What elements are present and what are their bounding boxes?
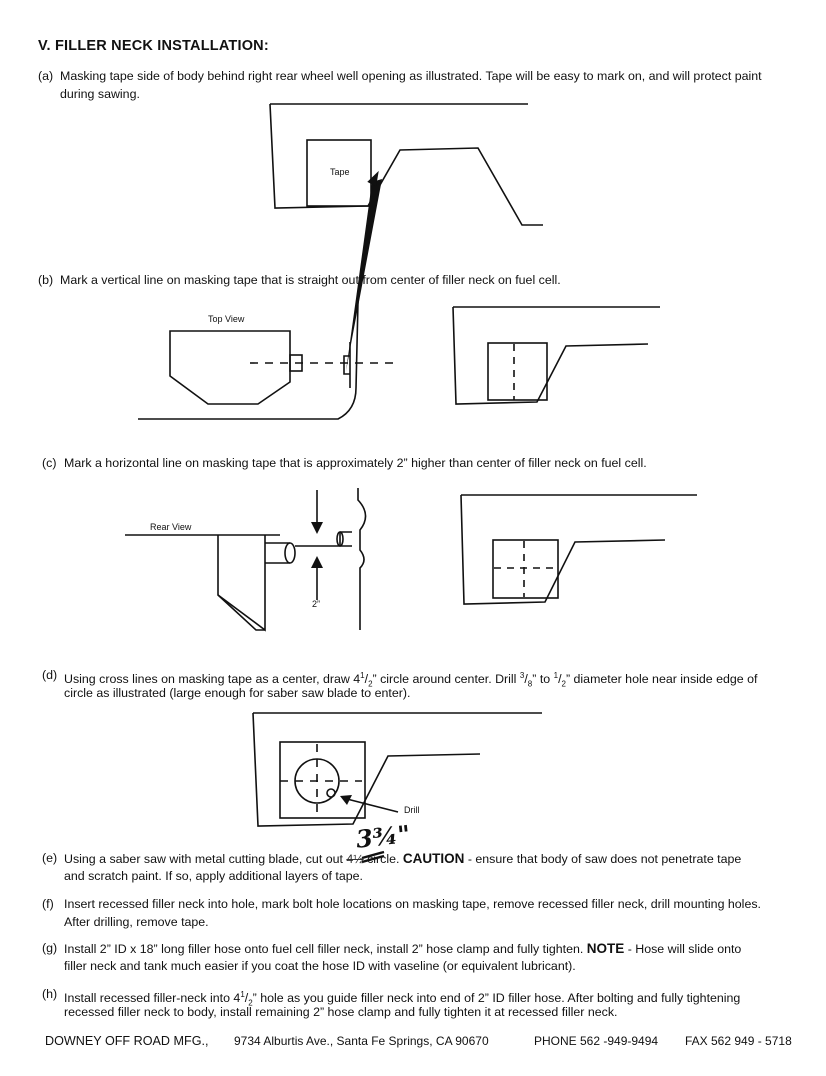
- top-view-label: Top View: [208, 314, 245, 324]
- step-text-line1: Install 2” ID x 18” long filler hose onto fuel cell filler neck, install 2” hose clamp and fully tighten. NOTE - Hose will slide onto: [64, 941, 742, 956]
- step-h: [42, 986, 812, 1022]
- struck-text: 4½: [346, 852, 364, 866]
- step-text-line2: recessed filler neck to body, install remaining 2” hose clamp and fully tighten it at recessed filler neck.: [64, 1005, 618, 1019]
- figure-b-top-view: [138, 302, 400, 419]
- step-label: (b): [38, 273, 54, 287]
- step-text-line1: Using cross lines on masking tape as a center, draw $4^1/_2$” circle around center. Drill $^3/_8$” to $^1/_2$” diameter hole near inside edge of: [64, 671, 758, 689]
- figure-a-body-panel: [270, 104, 543, 225]
- step-label: (e): [42, 851, 58, 865]
- rear-view-label: Rear View: [150, 522, 192, 532]
- footer-fax: FAX 562 949 - 5718: [685, 1034, 792, 1048]
- section-title: V. FILLER NECK INSTALLATION:: [38, 38, 269, 54]
- footer-phone: PHONE 562 -949-9494: [534, 1034, 659, 1048]
- step-label: (f): [42, 897, 54, 911]
- step-text-line1: Masking tape side of body behind right rear wheel well opening as illustrated. Tape will be easy to mark on, and will protect paint: [60, 69, 762, 83]
- step-label: (d): [42, 668, 58, 682]
- step-label: (a): [38, 69, 54, 83]
- figure-d-body-panel: [253, 713, 542, 826]
- step-c: [42, 455, 802, 473]
- step-text-line1: Mark a horizontal line on masking tape that is approximately 2” higher than center of filler neck on fuel cell.: [64, 456, 647, 470]
- step-b: [38, 272, 798, 290]
- figure-c-rear-view: [125, 488, 366, 630]
- step-text-line1: Install recessed filler-neck into $4^1/_2$” hole as you guide filler neck into end of 2” ID filler hose. After bolting and fully tightening: [64, 990, 741, 1008]
- step-label: (g): [42, 941, 58, 955]
- step-text-line1: Mark a vertical line on masking tape that is straight out from center of filler neck on fuel cell.: [60, 273, 561, 287]
- dimension-label: 2”: [312, 599, 321, 609]
- note-label: NOTE: [586, 941, 625, 956]
- tape-label: Tape: [330, 167, 350, 177]
- step-text-line2: circle as illustrated (large enough for saber saw blade to enter).: [64, 686, 411, 700]
- handwritten-correction: 3¾": [354, 819, 412, 854]
- figure-b-body-panel: [453, 307, 660, 404]
- step-text-line1: Insert recessed filler neck into hole, mark bolt hole locations on masking tape, remove recessed filler neck, drill mounting holes.: [64, 897, 761, 911]
- step-text-line1: Using a saber saw with metal cutting blade, cut out 4½ circle. CAUTION - ensure that body of saw does not penetrate tape: [64, 851, 742, 866]
- drill-label: Drill: [404, 805, 420, 815]
- caution-label: CAUTION: [402, 851, 465, 866]
- step-text-line2: and scratch paint. If so, apply additional layers of tape.: [64, 869, 363, 883]
- step-text-line2: during sawing.: [60, 87, 140, 101]
- step-text-line2: After drilling, remove tape.: [64, 915, 209, 929]
- step-f: [42, 896, 812, 932]
- step-g: [42, 940, 812, 976]
- step-d: [42, 667, 802, 703]
- step-e: [42, 850, 812, 886]
- footer-address: 9734 Alburtis Ave., Santa Fe Springs, CA 90670: [234, 1034, 489, 1048]
- figure-c-body-panel: [461, 495, 697, 604]
- step-label: (c): [42, 456, 57, 470]
- step-text-line2: filler neck and tank much easier if you coat the hose ID with vaseline (or equivalent lubricant).: [64, 959, 576, 973]
- footer-company: DOWNEY OFF ROAD MFG.,: [45, 1034, 209, 1048]
- step-label: (h): [42, 987, 58, 1001]
